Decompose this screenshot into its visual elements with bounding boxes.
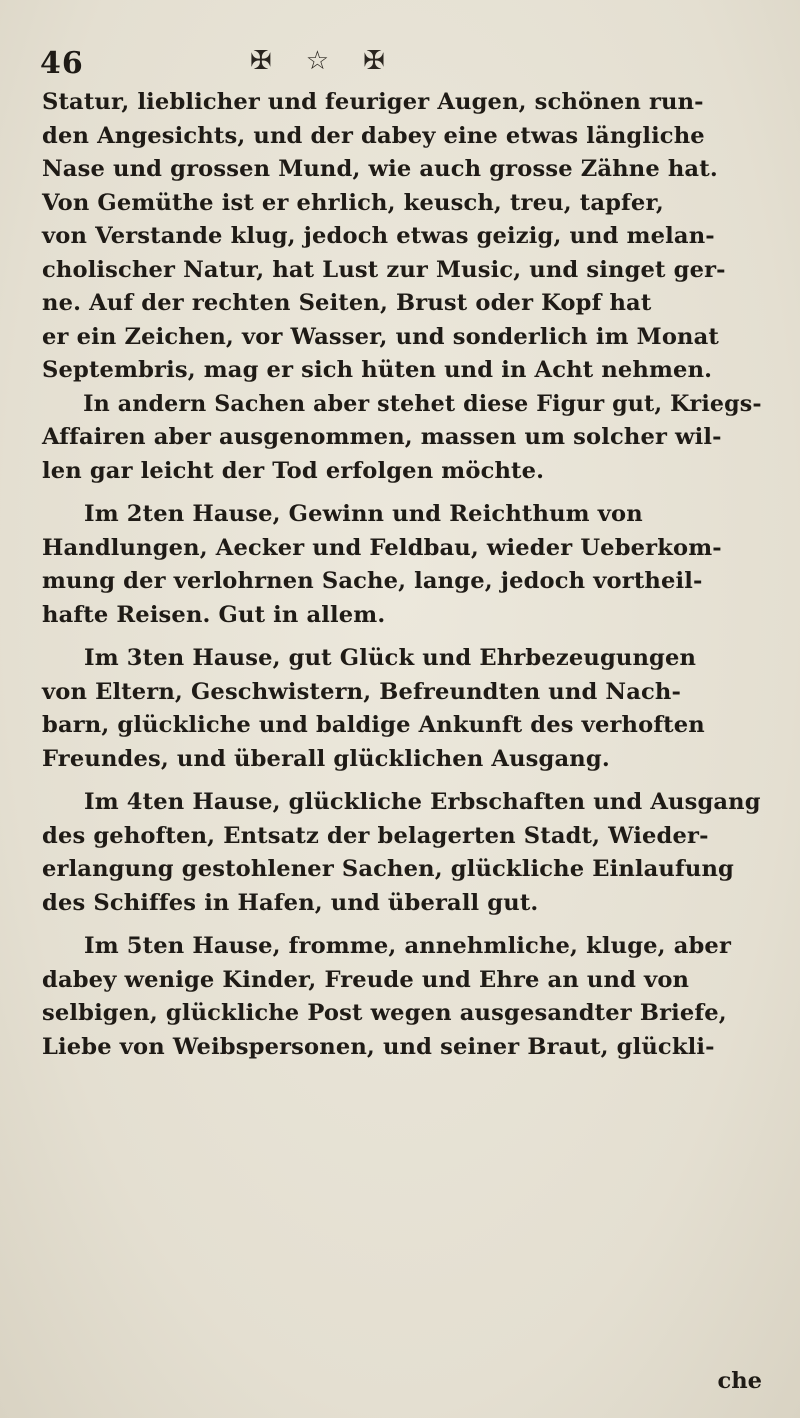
text-line: dabey wenige Kinder, Freude und Ehre an und von (42, 966, 690, 993)
text-line: Im 5ten Hause, fromme, annehmliche, kluge, aber (84, 933, 732, 959)
text-line: barn, glückliche und baldige Ankunft des verhoften (42, 712, 705, 738)
paragraph-second-house (42, 498, 762, 632)
text-line: Von Gemüthe ist er ehrlich, keusch, treu, tapfer, (42, 189, 664, 216)
text-line: den Angesichts, und der dabey eine etwas längliche (42, 122, 705, 149)
page-header (40, 38, 740, 88)
ornament-icon: ✠ (250, 46, 272, 76)
text-line: Statur, lieblicher und feuriger Augen, schönen run- (42, 89, 704, 115)
text-line: cholischer Natur, hat Lust zur Music, und singet ger- (42, 256, 726, 283)
header-ornaments (250, 48, 385, 74)
text-line: des gehoften, Entsatz der belagerten Stadt, Wieder- (42, 822, 709, 849)
text-line: Septembris, mag er sich hüten und in Acht nehmen. (42, 357, 713, 383)
text-line: hafte Reisen. Gut in allem. (42, 601, 386, 628)
text-line: Nase und grossen Mund, wie auch grosse Zähne hat. (42, 156, 718, 182)
text-line: er ein Zeichen, vor Wasser, und sonderlich im Monat (42, 323, 719, 350)
text-line: Affairen aber ausgenommen, massen um solcher wil- (42, 424, 722, 450)
text-line: Handlungen, Aecker und Feldbau, wieder Ueberkom- (42, 534, 722, 561)
ornament-icon: ✠ (363, 46, 385, 76)
paragraph-fourth-house (42, 786, 762, 920)
paragraph-third-house (42, 642, 762, 776)
text-line: selbigen, glückliche Post wegen ausgesandter Briefe, (42, 1000, 727, 1026)
text-line: ne. Auf der rechten Seiten, Brust oder Kopf hat (42, 290, 652, 316)
text-line: erlangung gestohlener Sachen, glückliche Einlaufung (42, 856, 734, 882)
text-line: Im 3ten Hause, gut Glück und Ehrbezeugungen (84, 645, 697, 671)
text-line: In andern Sachen aber stehet diese Figur gut, Kriegs- (83, 390, 762, 417)
paragraph-first-house-continued (42, 86, 762, 488)
text-line: Im 4ten Hause, glückliche Erbschaften und Ausgang (84, 789, 761, 815)
text-line: von Eltern, Geschwistern, Befreundten und Nach- (42, 678, 682, 705)
page-number: 46 (40, 46, 84, 81)
body-text (42, 86, 762, 1074)
text-line: von Verstande klug, jedoch etwas geizig, und melan- (42, 223, 715, 249)
text-line: Freundes, und überall glücklichen Ausgang. (42, 745, 610, 772)
text-line: len gar leicht der Tod erfolgen möchte. (42, 457, 545, 484)
catchword: che (717, 1368, 762, 1394)
text-line: Liebe von Weibspersonen, und seiner Braut, glückli- (42, 1033, 715, 1060)
paragraph-fifth-house (42, 930, 762, 1064)
star-ornament-icon: ☆ (305, 46, 330, 76)
text-line: Im 2ten Hause, Gewinn und Reichthum von (84, 501, 643, 527)
text-line: mung der verlohrnen Sache, lange, jedoch vortheil- (42, 568, 703, 594)
text-line: des Schiffes in Hafen, und überall gut. (42, 889, 539, 916)
